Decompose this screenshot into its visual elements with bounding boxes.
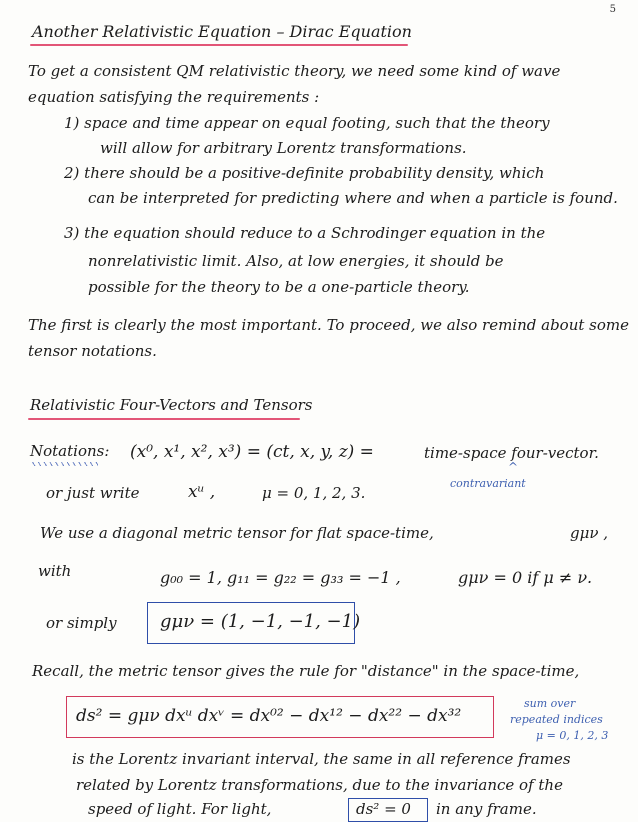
light-box: ds² = 0 <box>356 800 411 818</box>
title-underline <box>30 44 408 46</box>
req-2-line-1: 2) there should be a positive-definite probability density, which <box>64 164 545 182</box>
section-underline <box>28 418 300 420</box>
recall-line: Recall, the metric tensor gives the rule for "distance" in the space-time, <box>32 662 580 680</box>
req-3-line-3: possible for the theory to be a one-particle theory. <box>88 278 470 296</box>
notations-underline <box>32 462 98 466</box>
intro-line-2: equation satisfying the requirements : <box>28 88 320 106</box>
remark-line-1: The first is clearly the most important. To proceed, we also remind about some <box>28 316 629 334</box>
req-2-line-2: can be interpreted for predicting where and when a particle is found. <box>88 189 618 207</box>
mu-range: μ = 0, 1, 2, 3. <box>262 484 366 502</box>
g-mu-nu: gμν , <box>570 524 609 542</box>
req-1-line-1: 1) space and time appear on equal footing, such that the theory <box>64 114 550 132</box>
page-title: Another Relativistic Equation – Dirac Equation <box>32 22 412 41</box>
sum-note-2: repeated indices <box>510 713 603 726</box>
four-vector-text: time-space four-vector. <box>424 444 599 462</box>
ds2-equation: ds² = gμν dxᵘ dxᵛ = dx⁰² − dx¹² − dx²² − dx³² <box>76 706 462 726</box>
metric-components: g₀₀ = 1, g₁₁ = g₂₂ = g₃₃ = −1 , <box>160 568 401 587</box>
section-title: Relativistic Four-Vectors and Tensors <box>30 396 313 414</box>
boxed-metric: gμν = (1, −1, −1, −1) <box>160 611 361 632</box>
req-3-line-1: 3) the equation should reduce to a Schrodinger equation in the <box>64 224 546 242</box>
sum-note-3: μ = 0, 1, 2, 3 <box>536 729 609 742</box>
intro-line-1: To get a consistent QM relativistic theory, we need some kind of wave <box>28 62 561 80</box>
off-diagonal: gμν = 0 if μ ≠ ν. <box>458 568 593 587</box>
or-just-write: or just write <box>46 484 140 502</box>
caret-mark: ^ <box>508 460 519 474</box>
req-1-line-2: will allow for arbitrary Lorentz transformations. <box>100 139 467 157</box>
light-pre: speed of light. For light, <box>88 800 272 818</box>
with-label: with <box>38 562 72 580</box>
contravariant-note: contravariant <box>450 477 526 490</box>
or-simply: or simply <box>46 614 117 632</box>
invariant-line-1: is the Lorentz invariant interval, the same in all reference frames <box>72 750 571 768</box>
four-vector-equation: (x⁰, x¹, x², x³) = (ct, x, y, z) = <box>130 442 374 462</box>
invariant-line-2: related by Lorentz transformations, due to the invariance of the <box>76 776 563 794</box>
req-3-line-2: nonrelativistic limit. Also, at low energies, it should be <box>88 252 504 270</box>
light-post: in any frame. <box>436 800 537 818</box>
page-number: 5 <box>609 4 616 15</box>
remark-line-2: tensor notations. <box>28 342 157 360</box>
sum-note-1: sum over <box>524 697 576 710</box>
metric-line: We use a diagonal metric tensor for flat space-time, <box>40 524 434 542</box>
notations-label: Notations: <box>30 442 110 460</box>
x-mu: xᵘ , <box>188 482 216 502</box>
